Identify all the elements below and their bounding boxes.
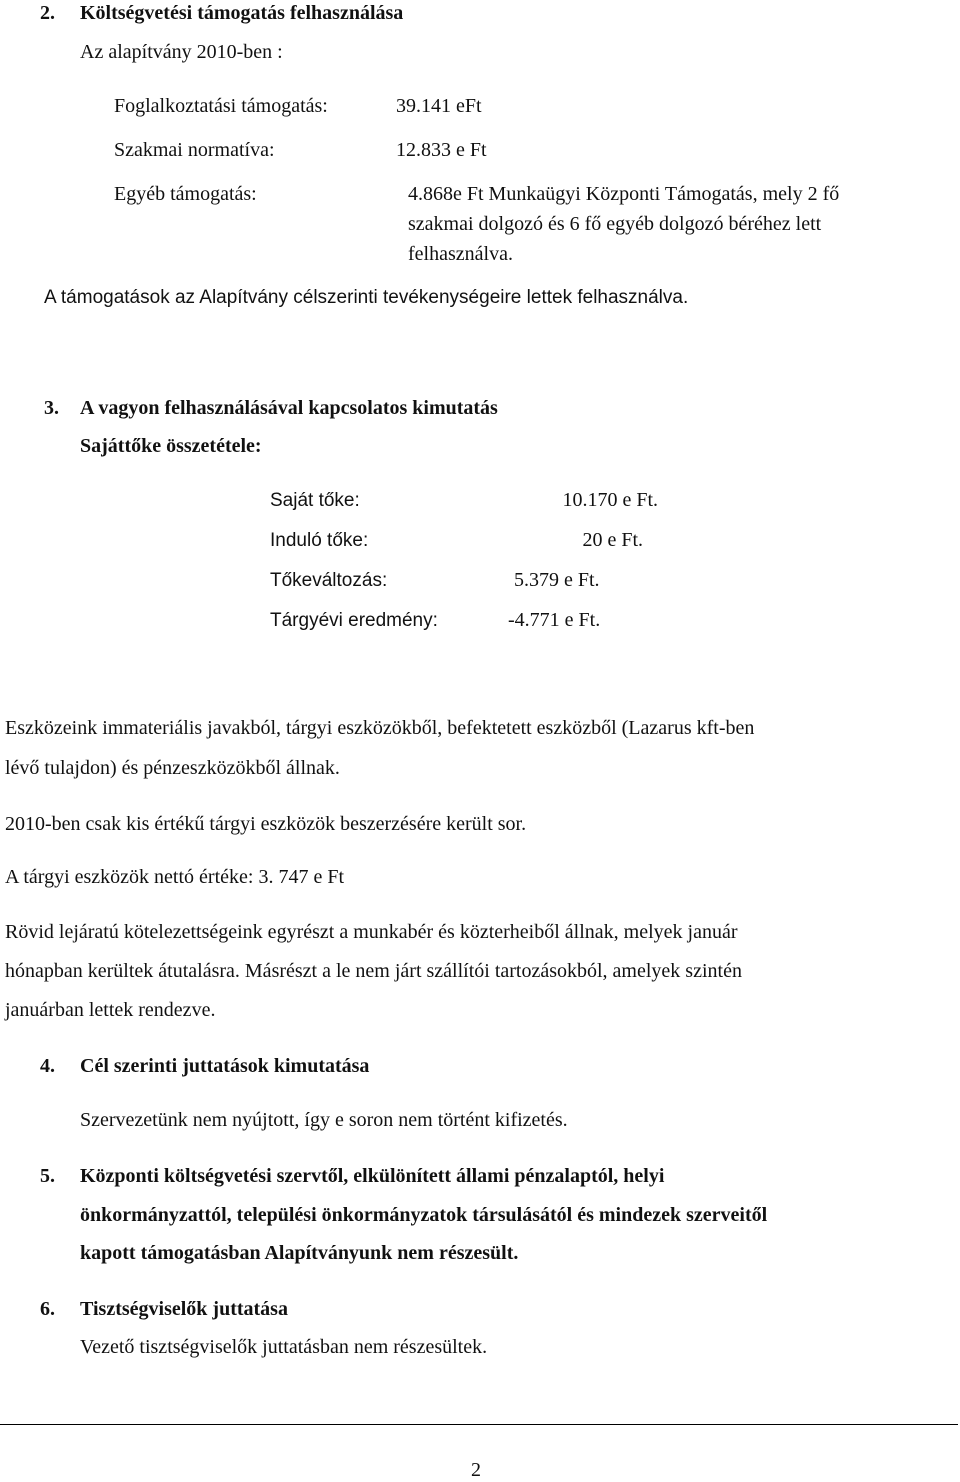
equity-value: 5.379 e Ft. <box>514 569 600 591</box>
section-2-title: Költségvetési támogatás felhasználása <box>80 2 404 24</box>
equity-label: Saját tőke: <box>270 490 360 511</box>
section-3-subtitle: Sajáttőke összetétele: <box>80 435 262 457</box>
section-6-number: 6. <box>40 1298 55 1320</box>
liabilities-text-line: Rövid lejáratú kötelezettségeink egyrészt a munkabér és közterheiből állnak, melyek január <box>5 921 738 943</box>
section-2-number: 2. <box>40 2 55 24</box>
support-value-other-line: 4.868e Ft Munkaügyi Központi Támogatás, mely 2 fő <box>408 183 840 205</box>
support-value-employment: 39.141 eFt <box>396 95 482 117</box>
page-number: 2 <box>471 1459 481 1481</box>
support-label-professional: Szakmai normatíva: <box>114 139 275 161</box>
liabilities-text-line: hónapban kerültek átutalásra. Másrészt a le nem járt szállítói tartozásokból, amelyek szintén <box>5 960 742 982</box>
assets-text-line: lévő tulajdon) és pénzeszközökből állnak. <box>5 757 340 779</box>
equity-label: Tárgyévi eredmény: <box>270 610 438 631</box>
section-4-title: Cél szerinti juttatások kimutatása <box>80 1055 370 1077</box>
support-value-other-line: szakmai dolgozó és 6 fő egyéb dolgozó béréhez lett <box>408 213 822 235</box>
purchase-text: 2010-ben csak kis értékű tárgyi eszközök beszerzésére került sor. <box>5 813 527 835</box>
section-4-number: 4. <box>40 1055 55 1077</box>
section-5-number: 5. <box>40 1165 55 1187</box>
support-label-employment: Foglalkoztatási támogatás: <box>114 95 328 117</box>
footer-divider <box>0 1424 958 1425</box>
support-value-other-line: felhasználva. <box>408 243 513 265</box>
section-6-title: Tisztségviselők juttatása <box>80 1298 288 1320</box>
section-3-title: A vagyon felhasználásával kapcsolatos kimutatás <box>80 397 498 419</box>
section-4-text: Szervezetünk nem nyújtott, így e soron nem történt kifizetés. <box>80 1109 568 1131</box>
equity-label: Induló tőke: <box>270 530 369 551</box>
section-5-title-line: kapott támogatásban Alapítványunk nem részesült. <box>80 1242 519 1264</box>
net-value-text: A tárgyi eszközök nettó értéke: 3. 747 e Ft <box>5 866 344 888</box>
equity-value: 10.170 e Ft. <box>562 489 658 511</box>
assets-text-line: Eszközeink immateriális javakból, tárgyi eszközökből, befektetett eszközből (Lazarus kft-ben <box>5 717 755 739</box>
equity-label: Tőkeváltozás: <box>270 570 388 591</box>
liabilities-text-line: januárban lettek rendezve. <box>5 999 216 1021</box>
section-2-intro: Az alapítvány 2010-ben : <box>80 41 283 63</box>
equity-value: 20 e Ft. <box>582 529 643 551</box>
support-value-professional: 12.833 e Ft <box>396 139 487 161</box>
equity-value: -4.771 e Ft. <box>508 609 601 631</box>
section-6-text: Vezető tisztségviselők juttatásban nem részesültek. <box>80 1336 488 1358</box>
section-5-title-line: Központi költségvetési szervtől, elkülönített állami pénzalaptól, helyi <box>80 1165 665 1187</box>
support-label-other: Egyéb támogatás: <box>114 183 257 205</box>
section-5-title-line: önkormányzattól, települési önkormányzatok társulásától és mindezek szerveitől <box>80 1204 768 1226</box>
section-3-number: 3. <box>44 397 59 419</box>
section-2-summary: A támogatások az Alapítvány célszerinti tevékenységeire lettek felhasználva. <box>44 287 689 308</box>
